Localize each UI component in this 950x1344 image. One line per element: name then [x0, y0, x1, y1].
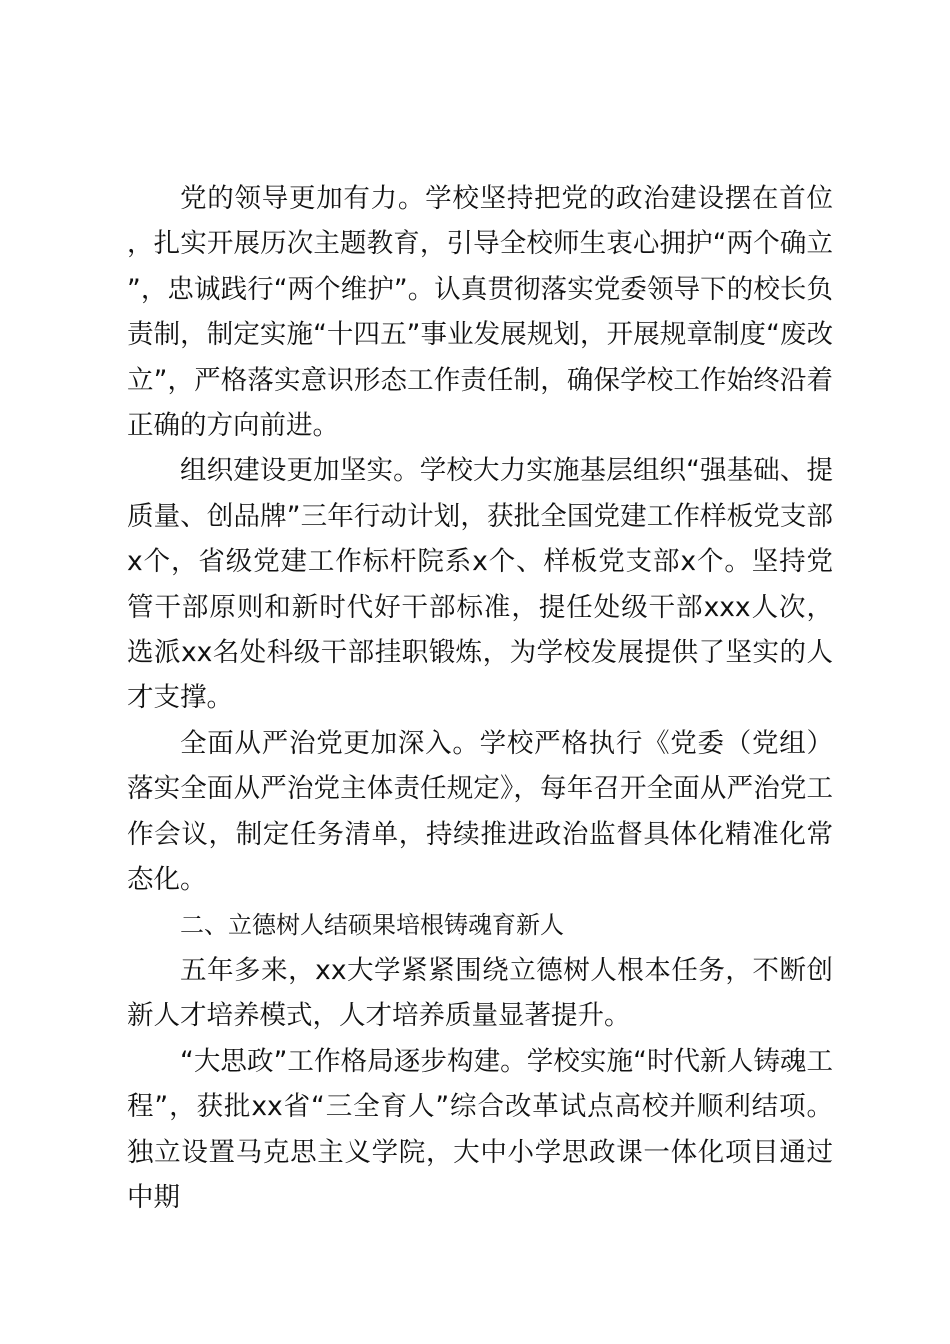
document-body — [127, 176, 833, 1220]
paragraph-ideological-education: “大思政”工作格局逐步构建。学校实施“时代新人铸魂工程”，获批xx省“三全育人”综合改革试点高校并顺利结项。独立设置马克思主义学院，大中小学思政课一体化项目通过中期 — [127, 1045, 833, 1213]
paragraph-strict-governance: 全面从严治党更加深入。学校严格执行《党委（党组）落实全面从严治党主体责任规定》，每年召开全面从严治党工作会议，制定任务清单，持续推进政治监督具体化精准化常态化。 — [127, 727, 833, 896]
paragraph-five-years: 五年多来，xx大学紧紧围绕立德树人根本任务，不断创新人才培养模式，人才培养质量显著提升。 — [127, 954, 833, 1032]
section-heading: 二、立德树人结硕果培根铸魂育新人 — [180, 910, 564, 939]
paragraph-party-leadership: 党的领导更加有力。学校坚持把党的政治建设摆在首位，扎实开展历次主题教育，引导全校师生衷心拥护“两个确立”，忠诚践行“两个维护”。认真贯彻落实党委领导下的校长负责制，制定实施“十四五”事业发展规划，开展规章制度“废改立”，严格落实意识形态工作责任制，确保学校工作始终沿着正确的方向前进。 — [127, 183, 833, 442]
paragraph-organization-building: 组织建设更加坚实。学校大力实施基层组织“强基础、提质量、创品牌”三年行动计划，获批全国党建工作样板党支部x个，省级党建工作标杆院系x个、样板党支部x个。坚持党管干部原则和新时代好干部标准，提任处级干部xxx人次，选派xx名处科级干部挂职锻炼，为学校发展提供了坚实的人才支撑。 — [127, 455, 833, 714]
